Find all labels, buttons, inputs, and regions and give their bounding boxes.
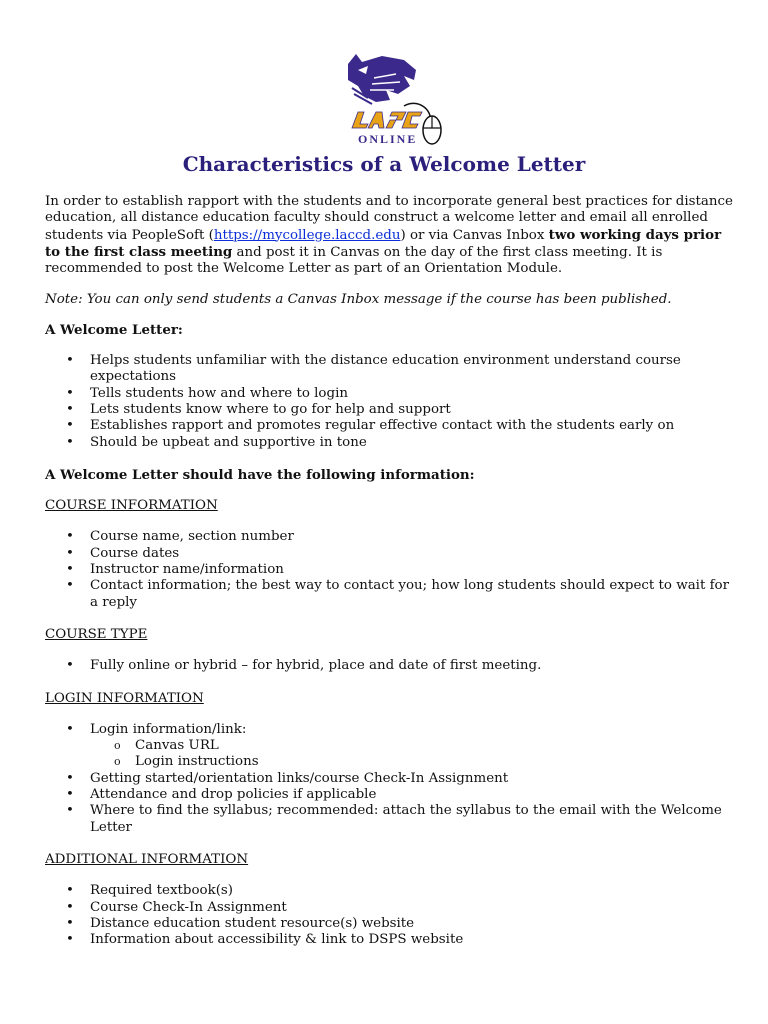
bullet: •: [66, 562, 74, 578]
list-item: [45, 932, 735, 948]
sublist-item-text: Login instructions: [135, 754, 259, 770]
course-type-list: [45, 658, 735, 674]
bullet: •: [66, 803, 74, 819]
list-item: [45, 529, 735, 545]
list-item-text: Instructor name/information: [90, 562, 284, 578]
page-title: Characteristics of a Welcome Letter: [182, 152, 586, 176]
bullet: •: [66, 721, 74, 737]
sublist-item: [90, 738, 735, 754]
bullet: •: [66, 434, 74, 450]
list-item: [45, 386, 735, 402]
course-information-list: [45, 529, 735, 610]
list-item-text: Information about accessibility & link to DSPS website: [90, 932, 464, 948]
bullet: •: [66, 578, 74, 594]
mycollege-link[interactable]: https://mycollege.laccd.edu: [213, 227, 401, 243]
list-item-text: Course dates: [90, 545, 180, 561]
list-item: [45, 883, 735, 899]
list-item-text: Where to find the syllabus; recommended: attach the syllabus to the email with the Welcome Letter: [90, 803, 722, 835]
list-item-text: Helps students unfamiliar with the distance education environment understand course expectations: [90, 353, 681, 385]
list-item: [45, 353, 735, 386]
section-title-course-type: COURSE TYPE: [45, 626, 148, 642]
sublist-item-text: Canvas URL: [135, 738, 219, 754]
list-item: [45, 562, 735, 578]
section-title-login-information: LOGIN INFORMATION: [45, 690, 204, 706]
intro-paragraph: [45, 194, 735, 277]
bullet: •: [66, 883, 74, 899]
intro-text-1: In order to establish rapport with the students and to incorporate general best practices for distance education, all distance education faculty should construct a welcome letter and email all enrolled students via PeopleSoft (: [45, 194, 733, 243]
list-item-text: Contact information; the best way to contact you; how long students should expect to wait for a reply: [90, 578, 730, 610]
bullet: •: [66, 899, 74, 915]
sub-bullet: o: [114, 755, 121, 769]
list-item: [45, 803, 735, 836]
intro-text-3: and post it in Canvas on the day of the first class meeting. It is recommended to post the Welcome Letter as part of an Orientation Module.: [45, 244, 663, 277]
sub-bullet: o: [114, 739, 121, 753]
list-item: [45, 787, 735, 803]
welcome-letter-list: [45, 353, 735, 451]
note-text: Note: You can only send students a Canvas Inbox message if the course has been published.: [45, 292, 672, 308]
list-item-text: Establishes rapport and promotes regular effective contact with the students early on: [90, 418, 675, 434]
section-title-additional-information: ADDITIONAL INFORMATION: [45, 851, 249, 867]
heading-welcome-letter: A Welcome Letter:: [45, 321, 183, 338]
bullet: •: [66, 787, 74, 803]
list-item: [45, 771, 735, 787]
list-item-text: Required textbook(s): [90, 883, 234, 899]
document-body: [45, 194, 735, 964]
list-item: [45, 722, 735, 771]
intro-text-2: ) or via Canvas Inbox: [400, 227, 549, 243]
login-information-list: [45, 722, 735, 836]
logo-text: ONLINE: [358, 132, 418, 146]
list-item-text: Attendance and drop policies if applicable: [90, 787, 377, 803]
list-item: [45, 435, 735, 451]
list-item-text: Course name, section number: [90, 529, 294, 545]
intro-bold-text: two working days prior to the first class meeting: [45, 226, 722, 260]
list-item-text: Tells students how and where to login: [90, 385, 348, 401]
list-item-text: Lets students know where to go for help and support: [90, 401, 451, 417]
list-item: [45, 546, 735, 562]
lasc-online-logo: [338, 50, 450, 150]
list-item: [45, 402, 735, 418]
bullet: •: [66, 658, 74, 674]
bullet: •: [66, 770, 74, 786]
bullet: •: [66, 545, 74, 561]
list-item-text: Should be upbeat and supportive in tone: [90, 434, 367, 450]
bullet: •: [66, 353, 74, 369]
list-item-text: Distance education student resource(s) website: [90, 915, 415, 931]
list-item: [45, 578, 735, 611]
heading-following-information: A Welcome Letter should have the following information:: [45, 466, 475, 483]
bullet: •: [66, 401, 74, 417]
additional-information-list: [45, 883, 735, 948]
bullet: •: [66, 915, 74, 931]
bullet: •: [66, 418, 74, 434]
list-item-text: Getting started/orientation links/course Check-In Assignment: [90, 770, 509, 786]
list-item: [45, 916, 735, 932]
list-item: [45, 900, 735, 916]
list-item-text: Course Check-In Assignment: [90, 899, 287, 915]
bullet: •: [66, 932, 74, 948]
list-item: [45, 658, 735, 674]
list-item-text: Login information/link:: [90, 721, 247, 737]
login-sublist: [90, 738, 735, 771]
list-item: [45, 418, 735, 434]
list-item-text: Fully online or hybrid – for hybrid, place and date of first meeting.: [90, 658, 542, 674]
section-title-course-information: COURSE INFORMATION: [45, 498, 218, 514]
sublist-item: [90, 754, 735, 770]
bullet: •: [66, 385, 74, 401]
bullet: •: [66, 529, 74, 545]
